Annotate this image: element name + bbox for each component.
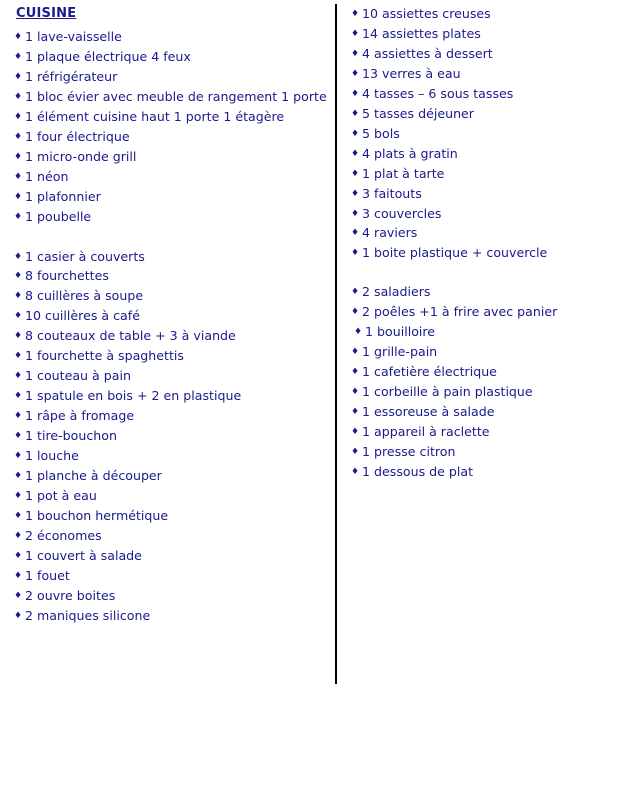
diamond-bullet-icon: ♦ (14, 471, 23, 482)
list-item (14, 606, 335, 626)
list-item (351, 64, 622, 84)
diamond-bullet-icon: ♦ (351, 367, 360, 378)
list-item (14, 326, 335, 346)
diamond-bullet-icon: ♦ (351, 48, 360, 59)
diamond-bullet-icon: ♦ (351, 88, 360, 99)
list-item-label: 1 casier à couverts (25, 248, 145, 264)
list-item (351, 402, 622, 422)
list-item-label: 2 poêles +1 à frire avec panier (362, 304, 558, 320)
list-item-label: 13 verres à eau (362, 65, 461, 81)
list-item (351, 322, 622, 342)
list-item-label: 3 couvercles (362, 205, 442, 221)
list-item (14, 286, 335, 306)
list-item (351, 342, 622, 362)
list-item (14, 167, 335, 187)
list-item-label: 1 boite plastique + couvercle (362, 245, 548, 261)
diamond-bullet-icon: ♦ (14, 151, 23, 162)
diamond-bullet-icon: ♦ (351, 128, 360, 139)
list-item (14, 426, 335, 446)
diamond-bullet-icon: ♦ (351, 148, 360, 159)
list-item-label: 1 dessous de plat (362, 463, 474, 479)
list-item-label: 10 cuillères à café (25, 308, 140, 324)
list-item (351, 243, 622, 263)
list-item (351, 422, 622, 442)
list-item (351, 442, 622, 462)
group-spacer (351, 263, 622, 282)
list-item (14, 87, 335, 107)
list-item-label: 1 micro-onde grill (25, 148, 137, 164)
list-item (351, 84, 622, 104)
list-item-label: 5 bols (362, 125, 400, 141)
diamond-bullet-icon: ♦ (14, 590, 23, 601)
list-item (14, 27, 335, 47)
diamond-bullet-icon: ♦ (14, 111, 23, 122)
list-item-label: 1 bouchon hermétique (25, 507, 169, 523)
diamond-bullet-icon: ♦ (351, 208, 360, 219)
list-item-label: 1 presse citron (362, 444, 456, 460)
diamond-bullet-icon: ♦ (14, 191, 23, 202)
list-item-label: 1 lave-vaisselle (25, 29, 122, 44)
list-item (351, 4, 622, 24)
diamond-bullet-icon: ♦ (14, 131, 23, 142)
list-item-label: 1 râpe à fromage (25, 408, 135, 424)
diamond-bullet-icon: ♦ (351, 28, 360, 39)
list-item-label: 10 assiettes creuses (362, 6, 491, 21)
list-item (351, 282, 622, 302)
diamond-bullet-icon: ♦ (351, 228, 360, 239)
diamond-bullet-icon: ♦ (14, 271, 23, 282)
list-item (14, 406, 335, 426)
diamond-bullet-icon: ♦ (351, 447, 360, 458)
list-item (14, 207, 335, 227)
list-item-label: 1 fouet (25, 567, 70, 583)
list-item-label: 1 bloc évier avec meuble de rangement 1 porte (25, 88, 327, 104)
list-item (14, 47, 335, 67)
list-item (14, 546, 335, 566)
list-item (14, 586, 335, 606)
right-list-group-2 (351, 282, 622, 482)
diamond-bullet-icon: ♦ (351, 427, 360, 438)
diamond-bullet-icon: ♦ (14, 510, 23, 521)
list-item-label: 8 fourchettes (25, 268, 109, 284)
diamond-bullet-icon: ♦ (351, 168, 360, 179)
diamond-bullet-icon: ♦ (351, 287, 360, 298)
diamond-bullet-icon: ♦ (14, 331, 23, 342)
diamond-bullet-icon: ♦ (14, 171, 23, 182)
list-item (14, 366, 335, 386)
list-item-label: 1 appareil à raclette (362, 424, 490, 440)
list-item-label: 14 assiettes plates (362, 25, 481, 41)
diamond-bullet-icon: ♦ (14, 490, 23, 501)
diamond-bullet-icon: ♦ (351, 9, 360, 19)
list-item-label: 5 tasses déjeuner (362, 105, 474, 121)
list-item (14, 526, 335, 546)
list-item-label: 1 couteau à pain (25, 368, 131, 384)
list-item (351, 462, 622, 482)
list-item (351, 24, 622, 44)
diamond-bullet-icon: ♦ (14, 451, 23, 462)
list-item-label: 4 tasses – 6 sous tasses (362, 85, 514, 101)
diamond-bullet-icon: ♦ (351, 248, 360, 259)
diamond-bullet-icon: ♦ (14, 71, 23, 82)
list-item-label: 8 cuillères à soupe (25, 288, 144, 304)
list-item-label: 1 corbeille à pain plastique (362, 384, 533, 400)
list-item (14, 446, 335, 466)
list-item (14, 306, 335, 326)
list-item-label: 1 pot à eau (25, 487, 97, 503)
list-item-label: 2 maniques silicone (25, 607, 151, 623)
diamond-bullet-icon: ♦ (351, 68, 360, 79)
list-item-label: 1 tire-bouchon (25, 428, 117, 444)
diamond-bullet-icon: ♦ (14, 431, 23, 442)
list-item-label: 8 couteaux de table + 3 à viande (25, 328, 236, 344)
diamond-bullet-icon: ♦ (14, 530, 23, 541)
left-list-group-2 (14, 247, 335, 626)
list-item-label: 1 couvert à salade (25, 547, 142, 563)
list-item (351, 223, 622, 243)
list-item (351, 204, 622, 224)
list-item-label: 1 réfrigérateur (25, 68, 118, 84)
list-item-label: 1 fourchette à spaghettis (25, 348, 184, 364)
list-item-label: 1 spatule en bois + 2 en plastique (25, 388, 242, 404)
group-spacer (14, 227, 335, 247)
list-item-label: 1 planche à découper (25, 468, 162, 484)
list-item-label: 1 grille-pain (362, 344, 438, 360)
diamond-bullet-icon: ♦ (14, 291, 23, 302)
list-item-label: 1 plafonnier (25, 188, 101, 204)
list-item-label: 4 plats à gratin (362, 145, 458, 161)
diamond-bullet-icon: ♦ (14, 391, 23, 402)
list-item-label: 4 assiettes à dessert (362, 45, 493, 61)
list-item (14, 67, 335, 87)
list-item-label: 1 plaque électrique 4 feux (25, 48, 191, 64)
right-column (337, 4, 622, 482)
diamond-bullet-icon: ♦ (14, 32, 23, 42)
diamond-bullet-icon: ♦ (351, 347, 360, 358)
diamond-bullet-icon: ♦ (351, 387, 360, 398)
diamond-bullet-icon: ♦ (14, 251, 23, 262)
list-item-label: 4 raviers (362, 225, 418, 241)
list-item-label: 2 économes (25, 527, 102, 543)
list-item-label: 1 bouilloire (365, 324, 436, 340)
list-item (14, 346, 335, 366)
diamond-bullet-icon: ♦ (14, 371, 23, 382)
diamond-bullet-icon: ♦ (351, 307, 360, 318)
list-item-label: 1 louche (25, 448, 79, 464)
list-item-label: 1 néon (25, 168, 69, 184)
two-column-layout (0, 4, 624, 800)
diamond-bullet-icon: ♦ (354, 327, 363, 338)
diamond-bullet-icon: ♦ (14, 570, 23, 581)
list-item-label: 1 four électrique (25, 128, 130, 144)
page-title: CUISINE (16, 6, 77, 21)
diamond-bullet-icon: ♦ (14, 311, 23, 322)
diamond-bullet-icon: ♦ (351, 466, 360, 477)
list-item (14, 187, 335, 207)
diamond-bullet-icon: ♦ (14, 411, 23, 422)
list-item (14, 486, 335, 506)
diamond-bullet-icon: ♦ (14, 550, 23, 561)
list-item (351, 362, 622, 382)
left-list-group-1 (14, 27, 335, 227)
list-item-label: 1 plat à tarte (362, 165, 445, 181)
list-item-label: 2 saladiers (362, 284, 431, 300)
list-item (14, 266, 335, 286)
list-item (14, 127, 335, 147)
diamond-bullet-icon: ♦ (14, 610, 23, 621)
list-item-label: 2 ouvre boites (25, 587, 116, 603)
list-item-label: 3 faitouts (362, 185, 422, 201)
list-item (351, 184, 622, 204)
list-item (351, 382, 622, 402)
list-item-label: 1 élément cuisine haut 1 porte 1 étagère (25, 108, 285, 124)
diamond-bullet-icon: ♦ (351, 407, 360, 418)
list-item (351, 144, 622, 164)
diamond-bullet-icon: ♦ (14, 51, 23, 62)
list-item (14, 107, 335, 127)
diamond-bullet-icon: ♦ (351, 188, 360, 199)
list-item (14, 506, 335, 526)
list-item (351, 44, 622, 64)
list-item (14, 247, 335, 267)
diamond-bullet-icon: ♦ (14, 351, 23, 362)
list-item (14, 466, 335, 486)
list-item (14, 566, 335, 586)
list-item (351, 302, 622, 322)
list-item (351, 104, 622, 124)
list-item-label: 1 poubelle (25, 208, 92, 224)
list-item (351, 164, 622, 184)
list-item (14, 386, 335, 406)
diamond-bullet-icon: ♦ (14, 211, 23, 222)
list-item (351, 124, 622, 144)
right-list-group-1 (351, 4, 622, 263)
left-column (0, 4, 335, 626)
diamond-bullet-icon: ♦ (351, 108, 360, 119)
list-item-label: 1 cafetière électrique (362, 364, 497, 380)
list-item-label: 1 essoreuse à salade (362, 404, 495, 420)
diamond-bullet-icon: ♦ (14, 91, 23, 102)
list-item (14, 147, 335, 167)
